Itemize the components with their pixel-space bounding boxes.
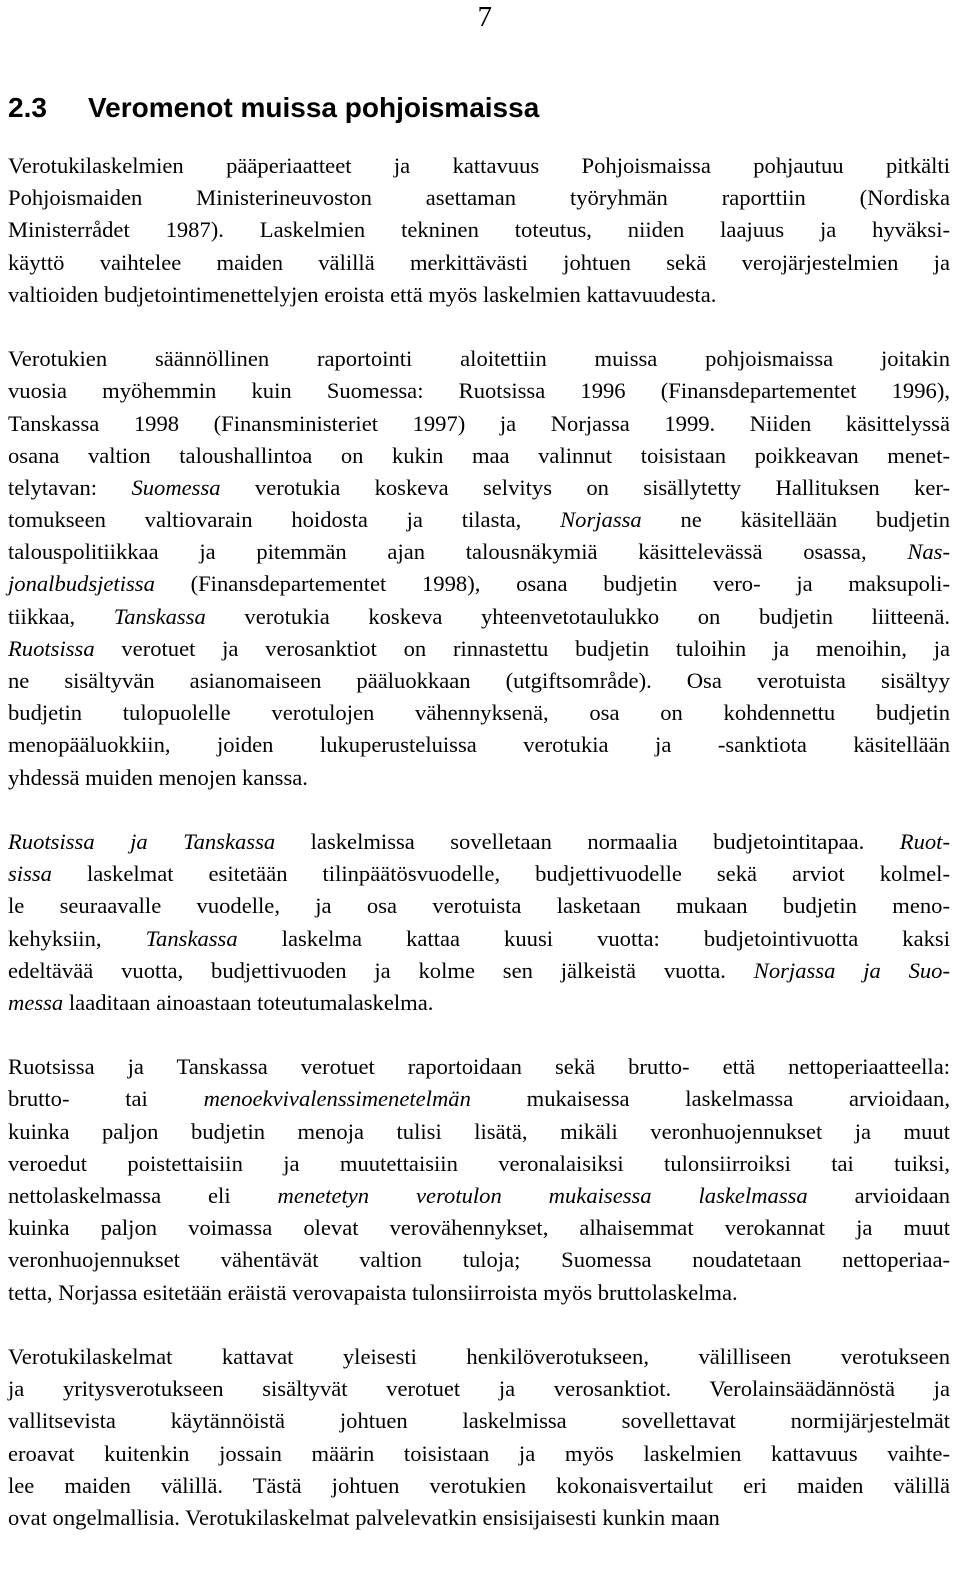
italic-text: Ruotsissa [8,635,95,661]
text-line: Ministerrådet 1987). Laskelmien tekninen toteutus, niiden laajuus ja hyväksi- [8,217,950,243]
paragraph [8,826,950,1019]
text-line: tetta, Norjassa esitetään eräistä verovapaista tulonsiirroista myös bruttolaskelma. [8,1279,738,1305]
text-line [8,955,950,987]
text-segment: laskelmissa sovelletaan normaalia budjetointitapaa. [275,828,900,854]
text-line [8,826,950,858]
text-line [8,601,950,633]
body-text [8,150,950,1566]
italic-text: Norjassa [560,507,642,533]
text-line: ja yritysverotukseen sisältyvät verotuet ja verosanktiot. Verolainsäädännöstä ja [8,1376,950,1402]
italic-text: messa [8,989,64,1015]
text-line [8,1180,950,1212]
text-segment: tiikkaa, [8,603,114,629]
text-segment: talouspolitiikkaa ja pitemmän ajan talousnäkymiä käsittelevässä osassa, [8,539,908,565]
text-line [8,633,950,665]
italic-text: menetetyn verotulon mukaisessa laskelmassa [277,1183,808,1208]
text-line [8,472,950,504]
text-line: le seuraavalle vuodelle, ja osa verotuista lasketaan mukaan budjetin meno- [8,893,950,919]
text-line: valtioiden budjetointimenettelyjen eroista että myös laskelmien kattavuudesta. [8,281,717,307]
paragraph [8,1341,950,1534]
paragraph [8,343,950,794]
text-line: ovat ongelmallisia. Verotukilaskelmat palvelevatkin ensisijaisesti kunkin maan [8,1504,720,1530]
section-number: 2.3 [8,92,47,123]
paragraph [8,150,950,311]
text-line: käyttö vaihtelee maiden välillä merkittävästi johtuen sekä verojärjestelmien ja [8,249,950,275]
text-line: budjetin tulopuolelle verotulojen vähennyksenä, osa on kohdennettu budjetin [8,700,950,726]
text-line: ne sisältyvän asianomaiseen pääluokkaan (utgiftsområde). Osa verotuista sisältyy [8,668,950,693]
text-segment: mukaisessa laskelmassa arvioidaan, [470,1086,950,1112]
text-segment: laaditaan ainoastaan toteutumalaskelma. [63,989,434,1015]
text-line: Verotukilaskelmat kattavat yleisesti henkilöverotukseen, välilliseen verotukseen [8,1343,950,1369]
text-segment: ne käsitellään budjetin [641,507,950,533]
italic-text: jonalbudsjetissa [8,571,155,597]
text-segment: edeltävää vuotta, budjettivuoden ja kolme sen jälkeistä vuotta. [8,957,754,983]
text-line [8,858,950,890]
text-line [8,504,950,536]
text-line: menopääluokkiin, joiden lukuperusteluissa verotukia ja -sanktiota käsitellään [8,732,950,758]
text-line: yhdessä muiden menojen kanssa. [8,764,308,790]
text-line: lee maiden välillä. Tästä johtuen verotukien kokonaisvertailut eri maiden välillä [8,1472,950,1498]
text-segment: arvioidaan [807,1183,950,1208]
text-segment: laskelmat esitetään tilinpäätösvuodelle, budjettivuodelle sekä arviot kolmel- [51,861,950,887]
text-line [8,923,950,955]
text-segment: telytavan: [8,474,132,500]
text-line: vuosia myöhemmin kuin Suomessa: Ruotsissa 1996 (Finansdepartementet 1996), [8,378,950,404]
italic-text: Ruot- [899,828,950,854]
paragraph [8,1051,950,1309]
text-line: Tanskassa 1998 (Finansministeriet 1997) ja Norjassa 1999. Niiden käsittelyssä [8,410,950,436]
section-heading [8,90,539,126]
text-line: vallitsevista käytännöistä johtuen laskelmissa sovellettavat normijärjestelmät [8,1408,950,1434]
text-line [8,987,950,1019]
text-line: Verotukilaskelmien pääperiaatteet ja kattavuus Pohjoismaissa pohjautuu pitkälti [8,153,950,178]
italic-text: Suomessa [131,474,221,500]
text-line [8,536,950,568]
italic-text: sissa [8,861,52,887]
text-segment: (Finansdepartementet 1998), osana budjetin vero- ja maksupoli- [154,571,950,597]
text-line: Ruotsissa ja Tanskassa verotuet raportoidaan sekä brutto- että nettoperiaatteella: [8,1054,950,1080]
text-segment: nettolaskelmassa eli [8,1183,278,1208]
section-title: Veromenot muissa pohjoismaissa [88,92,540,123]
italic-text: menoekvivalenssimenetelmän [203,1086,471,1112]
italic-text: Tanskassa [113,603,206,629]
text-line: Verotukien säännöllinen raportointi aloitettiin muissa pohjoismaissa joitakin [8,346,950,372]
text-line: eroavat kuitenkin jossain määrin toisistaan ja myös laskelmien kattavuus vaihte- [8,1440,950,1466]
text-segment: kehyksiin, [8,925,146,951]
text-line: Pohjoismaiden Ministerineuvoston asettaman työryhmän raporttiin (Nordiska [8,185,950,211]
text-line [8,568,950,600]
text-line: veronhuojennukset vähentävät valtion tuloja; Suomessa noudatetaan nettoperiaa- [8,1247,950,1273]
italic-text: Ruotsissa ja Tanskassa [8,828,276,854]
text-line [8,1083,950,1115]
text-segment: tomukseen valtiovarain hoidosta ja tilasta, [8,507,561,533]
text-line: kuinka paljon voimassa olevat verovähennykset, alhaisemmat verokannat ja muut [8,1215,950,1241]
text-segment: verotukia koskeva yhteenvetotaulukko on budjetin liitteenä. [205,603,951,629]
text-line: osana valtion taloushallintoa on kukin maa valinnut toisistaan poikkeavan menet- [8,442,950,468]
italic-text: Norjassa ja Suo- [753,957,950,983]
italic-text: Tanskassa [145,925,238,951]
text-line: veroedut poistettaisiin ja muutettaisiin veronalaisiksi tulonsiirroiksi tai tuiksi, [8,1150,950,1176]
text-line: kuinka paljon budjetin menoja tulisi lisätä, mikäli veronhuojennukset ja muut [8,1118,950,1144]
text-segment: verotuet ja verosanktiot on rinnastettu budjetin tuloihin ja menoihin, ja [94,635,950,661]
text-segment: laskelma kattaa kuusi vuotta: budjetointivuotta kaksi [237,925,950,951]
text-segment: brutto- tai [8,1086,204,1112]
page-number: 7 [477,1,492,33]
italic-text: Nas- [907,539,950,565]
text-segment: verotukia koskeva selvitys on sisällytetty Hallituksen ker- [220,474,950,500]
